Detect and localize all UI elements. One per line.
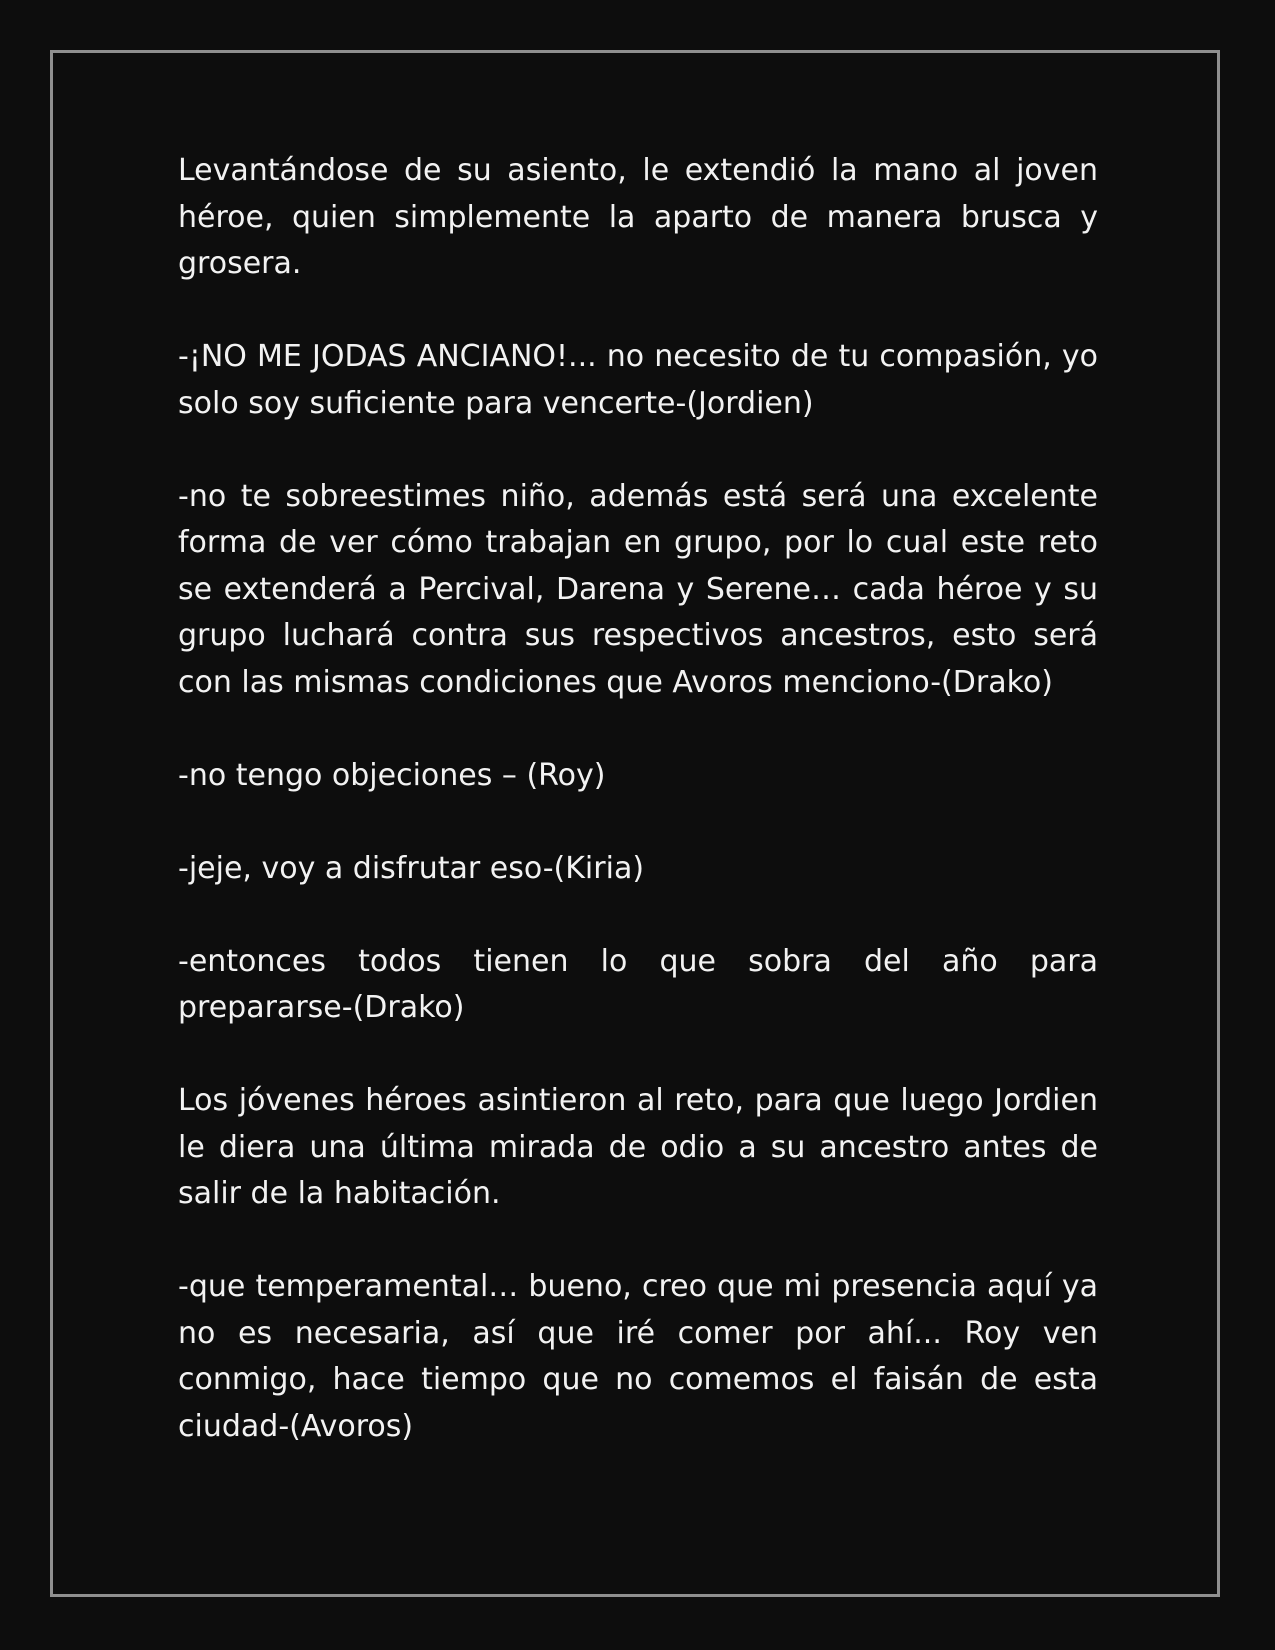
paragraph-4: -no tengo objeciones – (Roy) <box>178 757 606 793</box>
paragraph-5: -jeje, voy a disfrutar eso-(Kiria) <box>178 850 645 886</box>
paragraph-2: -¡NO ME JODAS ANCIANO!... no necesito de tu compasión, yo solo soy suficiente para vencerte-(Jordien) <box>178 339 1098 421</box>
story-text <box>178 148 1098 1450</box>
paragraph-7: Los jóvenes héroes asintieron al reto, para que luego Jordien le diera una última mirada de odio a su ancestro antes de salir de la habitación. <box>178 1083 1098 1211</box>
paragraph-3: -no te sobreestimes niño, además está será una excelente forma de ver cómo trabajan en grupo, por lo cual este reto se extenderá a Percival, Darena y Serene… cada héroe y su grupo luchará contra sus respectivos ancestros, esto será con las mismas condiciones que Avoros menciono-(Drako) <box>178 478 1098 700</box>
paragraph-1: Levantándose de su asiento, le extendió la mano al joven héroe, quien simplemente la aparto de manera brusca y grosera. <box>178 153 1098 281</box>
paragraph-6: -entonces todos tienen lo que sobra del año para prepararse-(Drako) <box>178 943 1098 1025</box>
paragraph-8: -que temperamental… bueno, creo que mi presencia aquí ya no es necesaria, así que iré comer por ahí... Roy ven conmigo, hace tiempo que no comemos el faisán de esta ciudad-(Avoros) <box>178 1269 1098 1444</box>
